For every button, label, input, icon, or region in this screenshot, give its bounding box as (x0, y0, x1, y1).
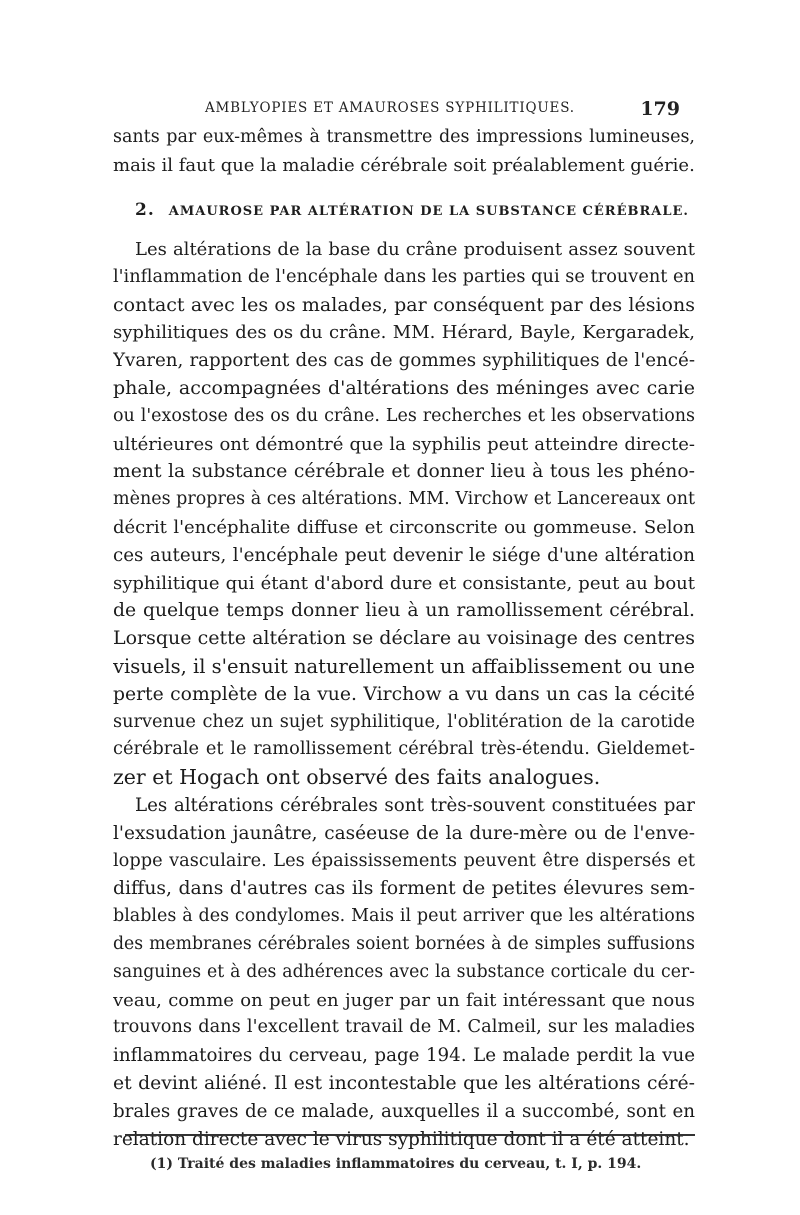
section-number: 2. (135, 200, 155, 220)
text-line: décrit l'encéphalite diffuse et circonscrite ou gommeuse. Selon (113, 516, 695, 538)
text-line: Les altérations de la base du crâne produisent assez souvent (135, 239, 695, 260)
text-line: mais il faut que la maladie cérébrale soit préalablement guérie. (113, 154, 695, 176)
text-line: Les altérations cérébrales sont très-souvent constituées par (135, 794, 695, 816)
running-title: AMBLYOPIES ET AMAUROSES SYPHILITIQUES. (205, 100, 575, 116)
text-line: loppe vasculaire. Les épaississements peuvent être dispersés et (113, 850, 695, 871)
text-line: syphilitique qui étant d'abord dure et consistante, peut au bout (113, 572, 695, 594)
text-line: visuels, il s'ensuit naturellement un affaiblissement ou une (113, 654, 695, 678)
footnote-marker: (1) (150, 1156, 173, 1172)
footnote-text: Traité des maladies inflammatoires du cerveau, t. I, p. 194. (177, 1156, 642, 1172)
text-line: zer et Hogach ont observé des faits analogues. (113, 765, 601, 790)
text-line: mènes propres à ces altérations. MM. Virchow et Lancereaux ont (113, 489, 695, 510)
text-line: survenue chez un sujet syphilitique, l'oblitération de la carotide (113, 711, 695, 732)
text-line: des membranes cérébrales soient bornées à de simples suffusions (113, 933, 695, 954)
text-line: l'inflammation de l'encéphale dans les parties qui se trouvent en (113, 266, 695, 287)
text-line: relation directe avec le virus syphilitique dont il a été atteint. (113, 1128, 690, 1150)
text-line: phale, accompagnées d'altérations des méninges avec carie (113, 376, 695, 399)
page-number: 179 (640, 98, 680, 120)
running-head (195, 98, 680, 120)
text-line: Lorsque cette altération se déclare au voisinage des centres (113, 627, 695, 650)
text-line: diffus, dans d'autres cas ils forment de petites élevures sem- (113, 878, 695, 900)
text-line: sanguines et à des adhérences avec la substance corticale du cer- (113, 961, 695, 982)
text-line: cérébrale et le ramollissement cérébral très-étendu. Gieldemet- (113, 739, 695, 760)
text-line: inflammatoires du cerveau, page 194. Le malade perdit la vue (113, 1045, 695, 1067)
text-line: l'exsudation jaunâtre, caséeuse de la dure-mère ou de l'enve- (113, 822, 695, 844)
text-line: et devint aliéné. Il est incontestable que les altérations céré- (113, 1072, 695, 1094)
text-line: ou l'exostose des os du crâne. Les recherches et les observations (113, 405, 695, 426)
text-line: brales graves de ce malade, auxquelles il a succombé, sont en (113, 1100, 695, 1122)
text-line: veau, comme on peut en juger par un fait intéressant que nous (113, 989, 695, 1011)
text-line: syphilitiques des os du crâne. MM. Hérard, Bayle, Kergaradek, (113, 322, 695, 344)
text-line: Yvaren, rapportent des cas de gommes syphilitiques de l'encé- (113, 350, 695, 372)
text-line: sants par eux-mêmes à transmettre des impressions lumineuses, (113, 127, 695, 147)
body-text (113, 236, 695, 1153)
text-line: de quelque temps donner lieu à un ramollissement cérébral. (113, 600, 695, 622)
text-line: trouvons dans l'excellent travail de M. Calmeil, sur les maladies (113, 1017, 695, 1038)
text-line: ment la substance cérébrale et donner lieu à tous les phéno- (113, 461, 695, 483)
section-heading (135, 200, 689, 222)
section-title: AMAUROSE PAR ALTÉRATION DE LA SUBSTANCE CÉRÉBRALE. (168, 204, 689, 219)
footnote (150, 1156, 710, 1172)
text-line: ultérieures ont démontré que la syphilis peut atteindre directe- (113, 433, 695, 455)
text-line: blables à des condylomes. Mais il peut arriver que les altérations (113, 906, 695, 927)
intro-paragraph (113, 124, 695, 180)
text-line: perte complète de la vue. Virchow a vu dans un cas la cécité (113, 683, 695, 705)
footnote-divider (125, 1134, 695, 1136)
text-line: contact avec les os malades, par conséquent par des lésions (113, 293, 695, 316)
text-line: ces auteurs, l'encéphale peut devenir le siége d'une altération (113, 544, 695, 566)
